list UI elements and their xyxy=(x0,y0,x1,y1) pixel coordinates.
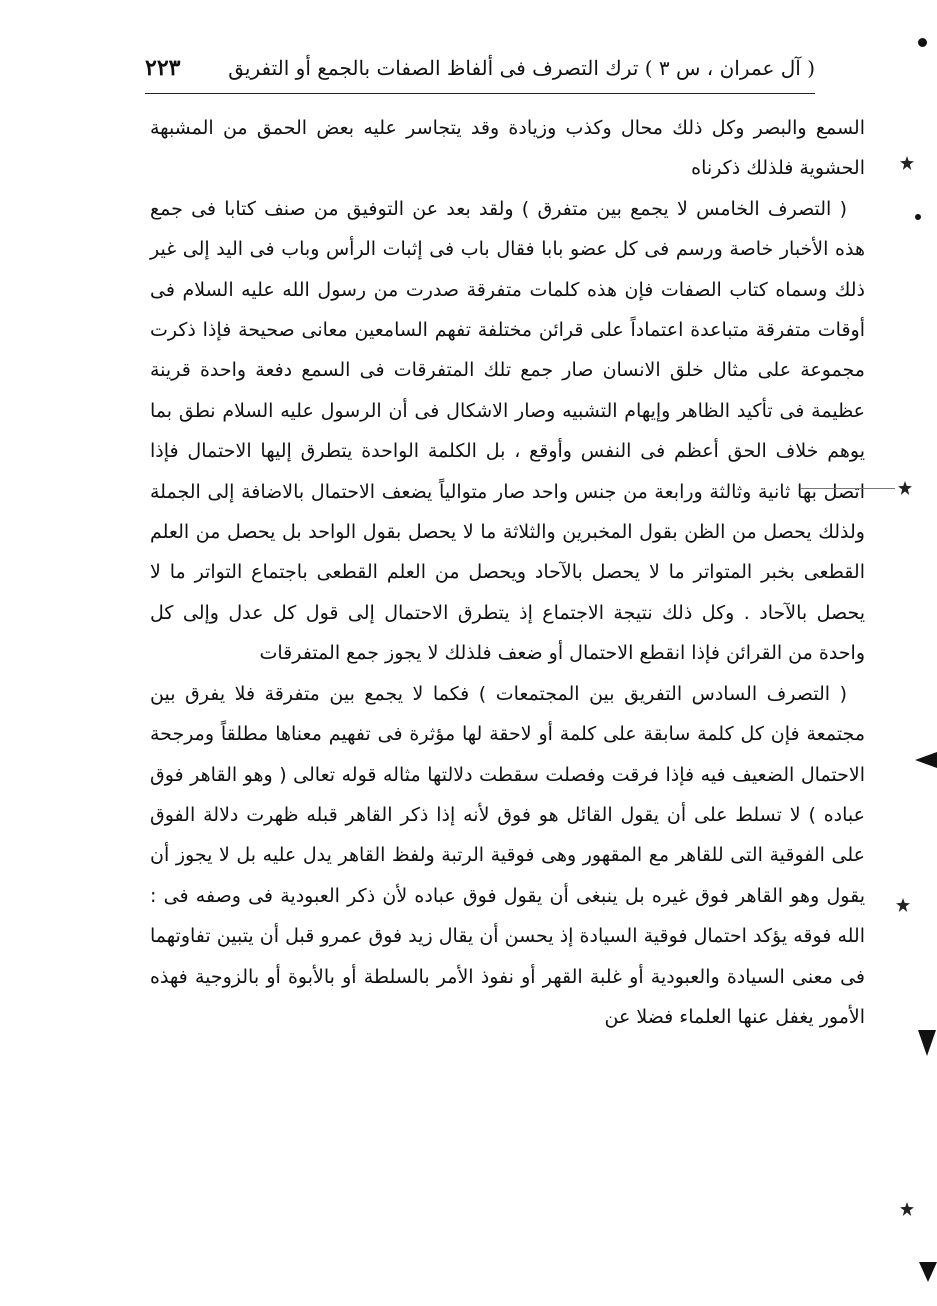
paragraph-sixth-disposal: ( التصرف السادس التفريق بين المجتمعات ) فكما لا يجمع بين متفرقة فلا يفرق بين مجتمعة فإن كل كلمة سابقة على كلمة أو لاحقة لها مؤثرة فى تفهيم معناها مطلقاً ومرجحة الاحتمال الضعيف فيه فإذا فرقت وفصلت سقطت دلالتها مثاله قوله تعالى ( وهو القاهر فوق عباده ) لا تسلط على أن يقول القائل هو فوق لأنه إذا ذكر القاهر قبله ظهرت دلالة الفوق على الفوقية التى للقاهر مع المقهور وهى فوقية الرتبة ولفظ القاهر يدل عليه بل لا يجوز أن يقول وهو القاهر فوق غيره بل ينبغى أن يقول فوق عباده لأن ذكر العبودية فى وصفه فى : الله فوقه يؤكد احتمال فوقية السيادة إذ يحسن أن يقال زيد فوق عمرو قبل أن يتبين تفاوتهما فى معنى السيادة والعبودية أو غلبة القهر أو نفوذ الأمر بالسلطة أو بالأبوة أو بالزوجية فهذه الأمور يغفل عنها العلماء فضلا عن xyxy=(150,682,865,1028)
paragraph-fifth-disposal: ( التصرف الخامس لا يجمع بين متفرق ) ولقد بعد عن التوفيق من صنف كتابا فى جمع هذه الأخبار خاصة ورسم فى كل عضو بابا فقال باب فى إثبات الرأس وباب فى اليد إلى غير ذلك وسماه كتاب الصفات فإن هذه كلمات متفرقة صدرت من رسول الله عليه السلام فى أوقات متفرقة متباعدة اعتماداً على قرائن مختلفة تفهم السامعين معانى صحيحة فإذا ذكرت مجموعة على مثال خلق الانسان صار جمع تلك المتفرقات فى السمع دفعة واحدة قرينة عظيمة فى تأكيد الظاهر وإيهام التشبيه وصار الاشكال فى أن الرسول عليه السلام نطق بما يوهم خلاف الحق أعظم فى النفس وأوقع ، بل الكلمة الواحدة يتطرق إليها الاحتمال فإذا اتصل بها ثانية وثالثة ورابعة من جنس واحد صار متوالياً يضعف الاحتمال بالاضافة إلى الجملة ولذلك يحصل من الظن بقول المخبرين والثلاثة ما لا يحصل بقول الواحد بل يحصل من العلم القطعى بخبر المتواتر ما لا يحصل بالآحاد ويحصل من العلم القطعى باجتماع التواتر ما لا يحصل بالآحاد . وكل ذلك نتيجة الاجتماع إذ يتطرق الاحتمال إلى قول كل عدل وإلى كل واحدة من القرائن فإذا انقطع الاحتمال أو ضعف فلذلك لا يجوز جمع المتفرقات xyxy=(150,197,865,665)
page-number: ٢٢٣ xyxy=(145,55,181,81)
paragraph-continuation: السمع والبصر وكل ذلك محال وكذب وزيادة وقد يتجاسر عليه بعض الحمق من المشبهة الحشوية فلذلك ذكرناه xyxy=(150,117,865,180)
body-text xyxy=(150,108,865,1037)
margin-star-mark xyxy=(900,1202,914,1216)
margin-star-mark xyxy=(900,156,914,170)
margin-dot-mark xyxy=(918,38,927,47)
margin-star-mark xyxy=(896,898,910,912)
running-header xyxy=(145,44,815,92)
margin-dot-mark xyxy=(915,214,921,220)
margin-line-mark xyxy=(800,488,895,489)
margin-triangle-mark xyxy=(919,1262,937,1282)
header-title: ( آل عمران ، س ٣ ) ترك التصرف فى ألفاظ الصفات بالجمع أو التفريق xyxy=(228,56,815,80)
header-rule xyxy=(145,93,815,94)
margin-triangle-mark xyxy=(915,752,937,768)
margin-star-mark xyxy=(898,481,912,495)
margin-triangle-mark xyxy=(918,1030,936,1056)
